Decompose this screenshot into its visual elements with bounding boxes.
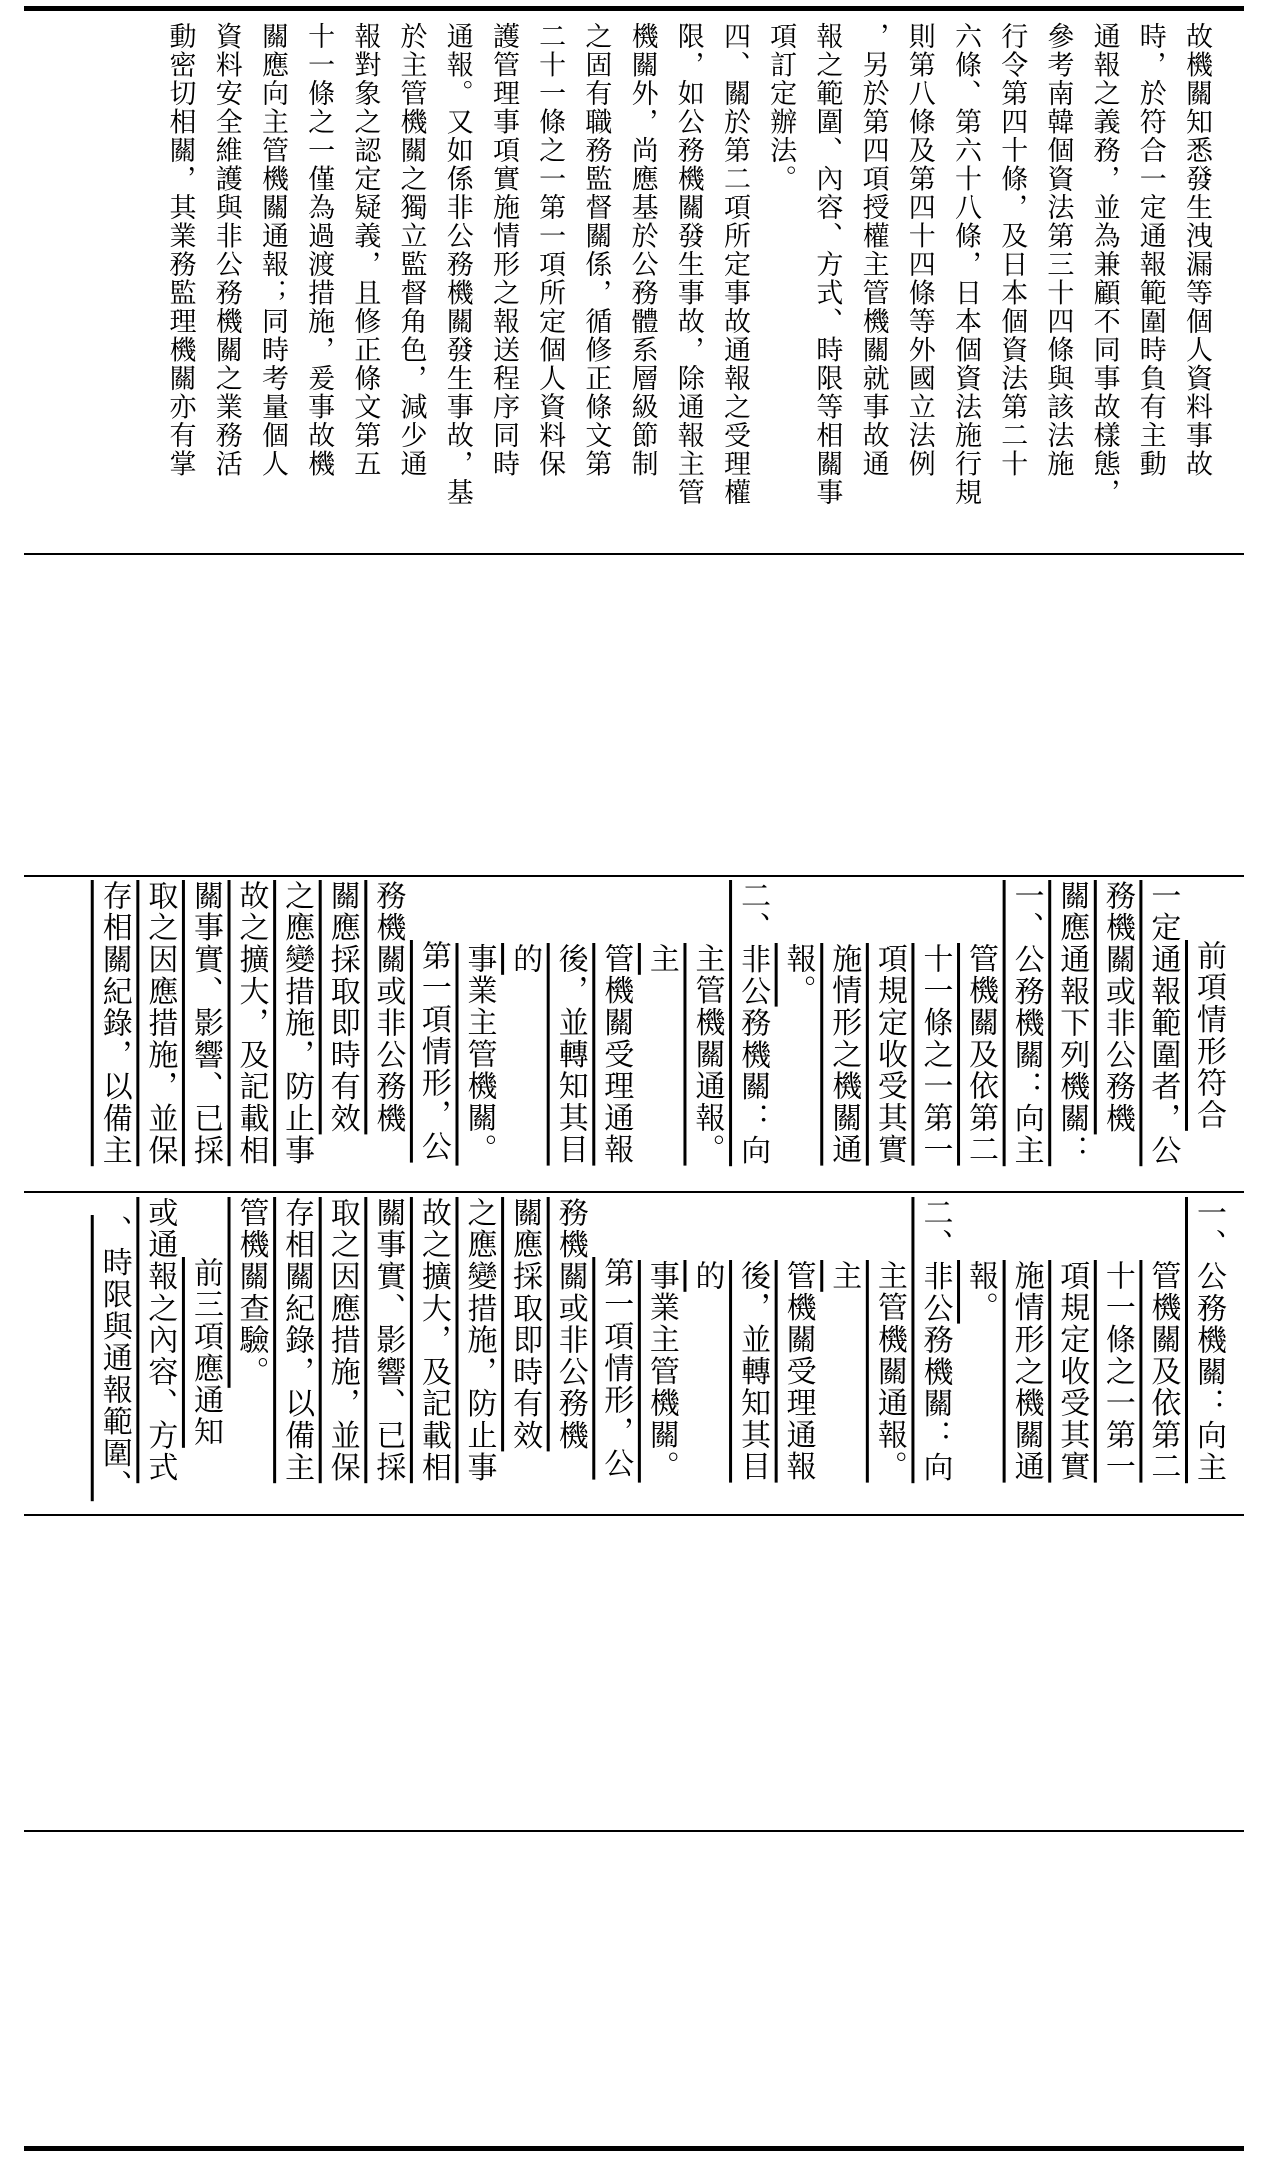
text-line: 於主管機關之獨立監督角色，減少通 bbox=[395, 22, 427, 478]
text-line: 取之因應措施，並保 bbox=[142, 880, 178, 1167]
text-line: 護管理事項實施情形之報送程序同時 bbox=[487, 22, 519, 478]
text-line: 主管機關通報。主 bbox=[826, 1260, 907, 1483]
text-line: 管機關受理通報 bbox=[598, 943, 634, 1166]
row-divider bbox=[24, 1514, 1244, 1516]
text-line: 取之因應措施，並保 bbox=[324, 1197, 360, 1484]
text-line: 關應採取即時有效 bbox=[324, 880, 360, 1135]
text-line: 一、公務機關：向主 bbox=[1008, 880, 1044, 1167]
text-line: 後，並轉知其目的 bbox=[689, 1260, 771, 1483]
text-line: 之應變措施，防止事 bbox=[279, 880, 315, 1167]
text-line: 動密切相關，其業務監理機關亦有掌 bbox=[164, 22, 196, 478]
text-line: 六條、第六十八條，日本個資法施行規 bbox=[949, 22, 981, 507]
text-line: 通報之義務，並為兼顧不同事故樣態， bbox=[1088, 22, 1120, 507]
text-line: 項規定收受其實 bbox=[871, 943, 907, 1166]
text-line: 機關外，尚應基於公務體系層級節制 bbox=[626, 22, 658, 478]
text-line: 主管機關通報。主 bbox=[643, 943, 725, 1166]
current-article-column bbox=[96, 880, 1231, 1180]
text-line: 關事實、影響、已採 bbox=[187, 880, 223, 1167]
amended-article-column bbox=[38, 1197, 1231, 1507]
text-line: 十一條之一第一 bbox=[917, 943, 953, 1166]
text-line: 、時限與通報範圍、 bbox=[96, 1215, 132, 1502]
text-line: 限，如公務機關發生事故，除通報主管 bbox=[672, 22, 704, 507]
explanation-column bbox=[38, 22, 1219, 542]
text-line: 關應採取即時有效 bbox=[507, 1197, 543, 1452]
text-line: 十一條之一第一 bbox=[1099, 1260, 1135, 1483]
text-line: 關應通報下列機關： bbox=[1054, 880, 1090, 1167]
text-line: 關應向主管機關通報；同時考量個人 bbox=[256, 22, 288, 478]
text-line: 後，並轉知其目的 bbox=[507, 943, 588, 1166]
table-bottom-border bbox=[24, 2146, 1244, 2151]
text-line: 事業主管機關。 bbox=[643, 1260, 679, 1483]
text-line: 前項情形符合 bbox=[1191, 940, 1226, 1131]
row-divider bbox=[24, 1191, 1244, 1193]
text-line: 存相關紀錄，以備主 bbox=[96, 880, 132, 1167]
text-line: 報對象之認定疑義，且修正條文第五 bbox=[349, 22, 381, 478]
text-line: 管機關受理通報 bbox=[780, 1260, 816, 1483]
text-line: 之應變措施，防止事 bbox=[461, 1197, 497, 1484]
text-line: 存相關紀錄，以備主 bbox=[279, 1197, 315, 1484]
text-line: 事業主管機關。 bbox=[461, 943, 497, 1166]
text-line: 之固有職務監督關係，循修正條文第 bbox=[580, 22, 612, 478]
text-line: ，另於第四項授權主管機關就事故通 bbox=[857, 22, 889, 478]
text-line: 管機關查驗。 bbox=[233, 1197, 269, 1388]
text-line: 一定通報範圍者，公 bbox=[1145, 880, 1181, 1167]
text-line: 務機關或非公務機 bbox=[1099, 880, 1135, 1135]
text-line: 務機關或非公務機 bbox=[370, 880, 406, 1135]
text-line: 報之範圍、內容、方式、時限等相關事 bbox=[811, 22, 843, 507]
text-line: 項訂定辦法。 bbox=[765, 22, 797, 193]
text-line: 項規定收受其實 bbox=[1054, 1260, 1090, 1483]
text-line: 報。 bbox=[963, 1260, 999, 1324]
text-line: 第一項情形，公 bbox=[415, 940, 451, 1163]
text-line: 則第八條及第四十四條等外國立法例 bbox=[903, 22, 935, 478]
table-top-border bbox=[24, 6, 1244, 11]
text-line: 行令第四十條，及日本個資法第二十 bbox=[996, 22, 1028, 478]
text-line: 故之擴大，及記載相 bbox=[233, 880, 269, 1167]
text-line: 第一項情形，公 bbox=[598, 1257, 634, 1480]
row-divider bbox=[24, 553, 1244, 555]
text-line: 管機關及依第二 bbox=[963, 943, 999, 1166]
text-line: 施情形之機關通 bbox=[1008, 1260, 1044, 1483]
text-line: 關事實、影響、已採 bbox=[370, 1197, 406, 1484]
text-line: 參考南韓個資法第三十四條與該法施 bbox=[1042, 22, 1074, 478]
text-line: 一、公務機關：向主 bbox=[1191, 1197, 1226, 1484]
text-line: 通報。又如係非公務機關發生事故，基 bbox=[441, 22, 473, 507]
text-line: 故之擴大，及記載相 bbox=[415, 1197, 451, 1484]
text-line: 管機關及依第二 bbox=[1145, 1260, 1181, 1483]
text-line: 務機關或非公務機 bbox=[552, 1197, 588, 1452]
text-line: 資料安全維護與非公務機關之業務活 bbox=[210, 22, 242, 478]
text-line: 或通報之內容、方式 bbox=[142, 1197, 178, 1484]
text-line: 十一條之一僅為過渡措施，爰事故機 bbox=[303, 22, 335, 478]
text-line: 故機關知悉發生洩漏等個人資料事故 bbox=[1181, 22, 1212, 478]
text-line: 二、非公務機關：向 bbox=[735, 880, 771, 1167]
text-line: 施情形之機關通 bbox=[826, 943, 862, 1166]
text-line: 時，於符合一定通報範圍時負有主動 bbox=[1134, 22, 1166, 478]
text-line: 報。 bbox=[780, 943, 816, 1007]
text-line: 二、非公務機關：向 bbox=[917, 1197, 953, 1484]
row-divider bbox=[24, 875, 1244, 877]
text-line: 四、關於第二項所定事故通報之受理權 bbox=[718, 22, 750, 507]
row-divider bbox=[24, 1830, 1244, 1832]
text-line: 前三項應通知 bbox=[187, 1257, 223, 1448]
text-line: 二十一條之一第一項所定個人資料保 bbox=[534, 22, 566, 478]
